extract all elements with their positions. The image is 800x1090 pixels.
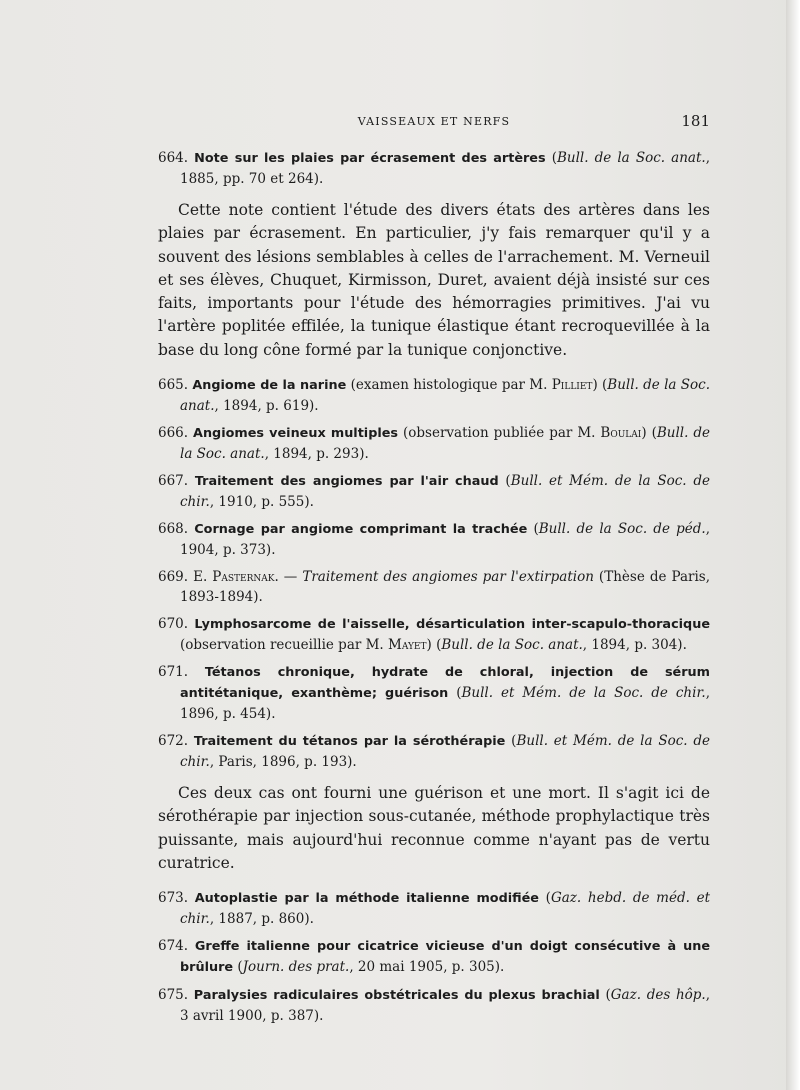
entry-text: , Paris, 1896, p. 193).	[209, 754, 357, 771]
entry-text: , 1894, p. 304).	[582, 637, 687, 654]
entry-672	[158, 731, 710, 772]
entry-text: , 1896, p. 454).	[180, 685, 711, 723]
entry-667	[158, 471, 710, 512]
entry-664	[158, 148, 710, 189]
entry-source: Bull. et Mém. de la Soc. de chir.	[461, 685, 706, 702]
entry-source: Traitement des angiomes par l'extirpation	[302, 569, 594, 586]
entry-text: , 3 avril 1900, p. 387).	[180, 987, 711, 1025]
commentary-paragraph: Ces deux cas ont fourni une guérison et une mort. Il s'agit ici de sérothérapie par injection sous-cutanée, méthode prophylactique très puissante, mais aujourd'hui reconnue comme n'ayant pas de vertu curatrice.	[158, 784, 710, 872]
entry-number: 665.	[158, 377, 189, 394]
entry-number: 675.	[158, 987, 189, 1004]
entry-675	[158, 985, 710, 1026]
entry-source: Bull. et Mém. de la Soc. de chir.	[180, 473, 710, 511]
entry-text: , 20 mai 1905, p. 305).	[349, 959, 505, 976]
entry-665	[158, 375, 710, 416]
entry-title: Angiome de la narine	[192, 378, 347, 394]
entry-number: 673.	[158, 890, 189, 907]
entry-670	[158, 614, 710, 655]
entry-number: 666.	[158, 425, 189, 442]
author-name: Pasternak	[212, 569, 275, 586]
author-name: Mayet	[388, 637, 427, 654]
entry-source: Bull. et Mém. de la Soc. de chir.	[180, 733, 711, 771]
entry-text: ) (	[641, 425, 657, 442]
entry-text: , 1904, p. 373).	[180, 521, 711, 559]
entry-title: Cornage par angiome comprimant la trachée	[194, 522, 528, 538]
entry-text: (	[448, 685, 462, 702]
entry-number: 668.	[158, 521, 189, 538]
entry-671	[158, 662, 710, 724]
entry-text: . —	[274, 569, 303, 586]
entry-source: Bull. de la Soc. anat.	[556, 150, 706, 166]
entry-text: (	[233, 959, 243, 976]
entry-text: E.	[188, 569, 213, 586]
entry-source: Journ. des prat.	[242, 959, 350, 976]
entry-title: Angiomes veineux multiples	[193, 426, 399, 442]
entry-source: Bull. de la Soc. anat.	[180, 377, 710, 415]
entry-source: Bull. de la Soc. anat.	[180, 425, 711, 463]
page-header	[158, 112, 710, 134]
entry-number: 670.	[158, 616, 189, 633]
entry-number: 664.	[158, 150, 189, 166]
entry-title: Greffe italienne pour cicatrice vicieuse d'un doigt consécutive à une brûlure	[180, 939, 710, 976]
author-name: Pilliet	[551, 377, 593, 394]
entry-source: Bull. de la Soc. anat.	[441, 637, 583, 654]
entry-673	[158, 888, 710, 929]
entry-number: 672.	[158, 733, 189, 750]
entry-666	[158, 423, 710, 464]
entry-text: (	[527, 521, 539, 538]
entry-text: , 1894, p. 619).	[214, 398, 319, 415]
entry-text: , 1885, pp. 70 et 264).	[180, 150, 710, 187]
entry-text: (examen histologique par M.	[346, 377, 552, 394]
author-name: Boulai	[600, 425, 642, 442]
entry-text: (observation publiée par M.	[398, 425, 601, 442]
entry-number: 669.	[158, 569, 189, 586]
entry-title: Tétanos chronique, hydrate de chloral, injection de sérum antitétanique, exanthème; guérison	[180, 665, 710, 702]
entry-text: (	[599, 987, 611, 1004]
entry-text: , 1910, p. 555).	[209, 494, 314, 511]
entry-number: 667.	[158, 473, 189, 490]
entry-text: ) (	[592, 377, 608, 394]
entry-source: Gaz. des hôp.	[610, 987, 706, 1004]
entry-title: Paralysies radiculaires obstétricales du plexus brachial	[193, 988, 600, 1004]
entry-text: (	[505, 733, 517, 750]
entry-668	[158, 519, 710, 560]
entry-669	[158, 567, 710, 607]
entry-text: (	[538, 890, 551, 907]
page-content	[158, 148, 710, 1033]
entry-number: 674.	[158, 938, 189, 955]
entry-title: Traitement des angiomes par l'air chaud	[194, 474, 499, 490]
entry-source: Gaz. hebd. de méd. et chir.	[180, 890, 710, 928]
page-edge	[786, 0, 800, 1090]
entry-text: (Thèse de Paris, 1893-1894).	[180, 569, 710, 606]
entry-674	[158, 936, 710, 978]
entry-title: Autoplastie par la méthode italienne modifiée	[194, 891, 539, 907]
entry-text: (	[498, 473, 511, 490]
entry-number: 671.	[158, 664, 189, 681]
entry-text: ) (	[426, 637, 442, 654]
entry-title: Lymphosarcome de l'aisselle, désarticulation inter-scapulo-thoracique	[194, 617, 710, 633]
running-title: VAISSEAUX ET NERFS	[357, 115, 511, 128]
entry-text: (observation recueillie par M.	[180, 637, 389, 654]
entry-source: Bull. de la Soc. de péd.	[538, 521, 706, 538]
entry-text: , 1887, p. 860).	[209, 911, 314, 928]
page-number: 181	[681, 112, 710, 130]
commentary-paragraph: Cette note contient l'étude des divers états des artères dans les plaies par écrasement. En particulier, j'y fais remarquer qu'il y a souvent des lésions semblables à celles de l'arrachement. M. Verneuil et ses élèves, Chuquet, Kirmisson, Duret, avaient déjà insisté sur ces faits, importants pour l'étude des hémorragies primitives. J'ai vu l'artère poplitée effilée, la tunique élastique étant recroquevillée à la base du long cône formé par la tunique conjonctive.	[158, 201, 710, 359]
entry-title: Traitement du tétanos par la sérothérapie	[193, 734, 506, 750]
entry-text: , 1894, p. 293).	[264, 446, 369, 463]
entry-title: Note sur les plaies par écrasement des artères	[194, 151, 546, 166]
entry-text: (	[545, 150, 557, 166]
